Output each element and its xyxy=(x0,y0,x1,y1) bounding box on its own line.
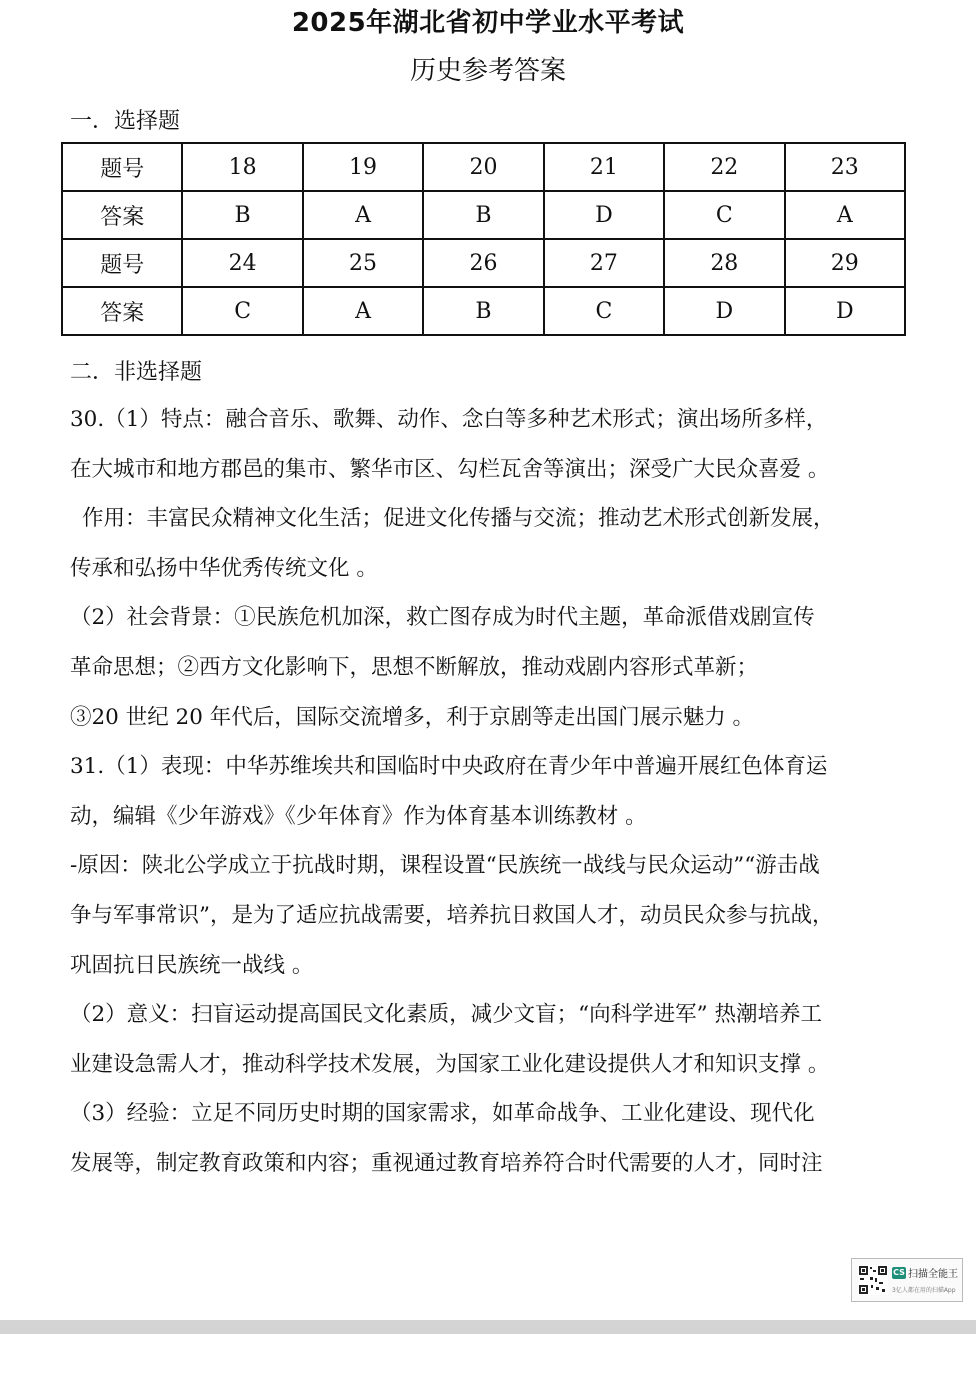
table-cell: 18 xyxy=(182,143,302,191)
table-cell: A xyxy=(303,191,423,239)
text-line: 革命思想；②西方文化影响下，思想不断解放，推动戏剧内容形式革新； xyxy=(70,654,759,680)
bottom-separator xyxy=(0,1320,976,1334)
text-line: 作用：丰富民众精神文化生活；促进文化传播与交流；推动艺术形式创新发展， xyxy=(82,506,835,532)
table-cell: D xyxy=(544,191,664,239)
table-cell: 28 xyxy=(664,239,784,287)
table-cell: 21 xyxy=(544,143,664,191)
text-line: -原因：陕北公学成立于抗战时期，课程设置“民族统一战线与民众运动”“游击战 xyxy=(70,853,820,879)
table-cell: D xyxy=(664,287,784,335)
scanner-watermark xyxy=(851,1258,963,1302)
text-line: 动，编辑《少年游戏》《少年体育》作为体育基本训练教材 。 xyxy=(70,803,647,829)
table-cell: A xyxy=(785,191,905,239)
text-line: 在大城市和地方郡邑的集市、繁华市区、勾栏瓦舍等演出；深受广大民众喜爱 。 xyxy=(70,456,830,482)
table-cell: C xyxy=(182,287,302,335)
cs-logo-icon: CS xyxy=(893,1268,905,1277)
table-cell: A xyxy=(303,287,423,335)
page-title: 2025年湖北省初中学业水平考试 xyxy=(291,8,685,38)
table-cell: 19 xyxy=(303,143,423,191)
table-cell: 27 xyxy=(544,239,664,287)
text-line: 业建设急需人才，推动科学技术发展，为国家工业化建设提供人才和知识支撑 。 xyxy=(70,1051,830,1077)
table-cell: 25 xyxy=(303,239,423,287)
text-line: 争与军事常识”，是为了适应抗战需要，培养抗日救国人才，动员民众参与抗战， xyxy=(70,902,834,928)
table-cell: 29 xyxy=(785,239,905,287)
table-cell: C xyxy=(544,287,664,335)
text-line: 发展等，制定教育政策和内容；重视通过教育培养符合时代需要的人才，同时注 xyxy=(70,1150,823,1176)
page-subtitle: 历史参考答案 xyxy=(409,56,566,86)
table-cell: 23 xyxy=(785,143,905,191)
section-heading-nonchoice: 二．非选择题 xyxy=(70,360,203,385)
text-line: 30.（1）特点：融合音乐、歌舞、动作、念白等多种艺术形式；演出场所多样， xyxy=(70,407,828,432)
row-header-cell: 答案 xyxy=(62,287,182,335)
text-line: ③20 世纪 20 年代后，国际交流增多，利于京剧等走出国门展示魅力 。 xyxy=(70,704,755,730)
answer-body xyxy=(70,395,900,1189)
table-row xyxy=(62,191,905,239)
row-header-cell: 答案 xyxy=(62,191,182,239)
table-cell: B xyxy=(423,191,543,239)
text-line: 31.（1）表现：中华苏维埃共和国临时中央政府在青少年中普遍开展红色体育运 xyxy=(70,754,828,780)
table-cell: 22 xyxy=(664,143,784,191)
table-cell: 20 xyxy=(423,143,543,191)
watermark-name: 扫描全能王 xyxy=(908,1269,958,1280)
table-row xyxy=(62,239,905,287)
text-line: （2）社会背景：①民族危机加深，救亡图存成为时代主题，革命派借戏剧宣传 xyxy=(70,605,815,631)
table-cell: B xyxy=(182,191,302,239)
table-cell: C xyxy=(664,191,784,239)
row-header-cell: 题号 xyxy=(62,143,182,191)
table-row xyxy=(62,287,905,335)
text-line: （3）经验：立足不同历史时期的国家需求，如革命战争、工业化建设、现代化 xyxy=(70,1101,815,1127)
table-cell: D xyxy=(785,287,905,335)
answer-table xyxy=(61,142,906,336)
table-cell: B xyxy=(423,287,543,335)
text-line: 传承和弘扬中华优秀传统文化 。 xyxy=(70,555,378,581)
text-line: 巩固抗日民族统一战线 。 xyxy=(70,952,314,978)
row-header-cell: 题号 xyxy=(62,239,182,287)
table-row xyxy=(62,143,905,191)
text-line: （2）意义：扫盲运动提高国民文化素质，减少文盲；“向科学进军” 热潮培养工 xyxy=(70,1002,822,1028)
bottom-blank xyxy=(0,1334,976,1375)
table-cell: 24 xyxy=(182,239,302,287)
section-heading-choice: 一．选择题 xyxy=(70,109,181,134)
table-cell: 26 xyxy=(423,239,543,287)
qr-code-icon xyxy=(858,1265,888,1295)
watermark-tagline: 3亿人都在用的扫描App xyxy=(892,1287,956,1294)
